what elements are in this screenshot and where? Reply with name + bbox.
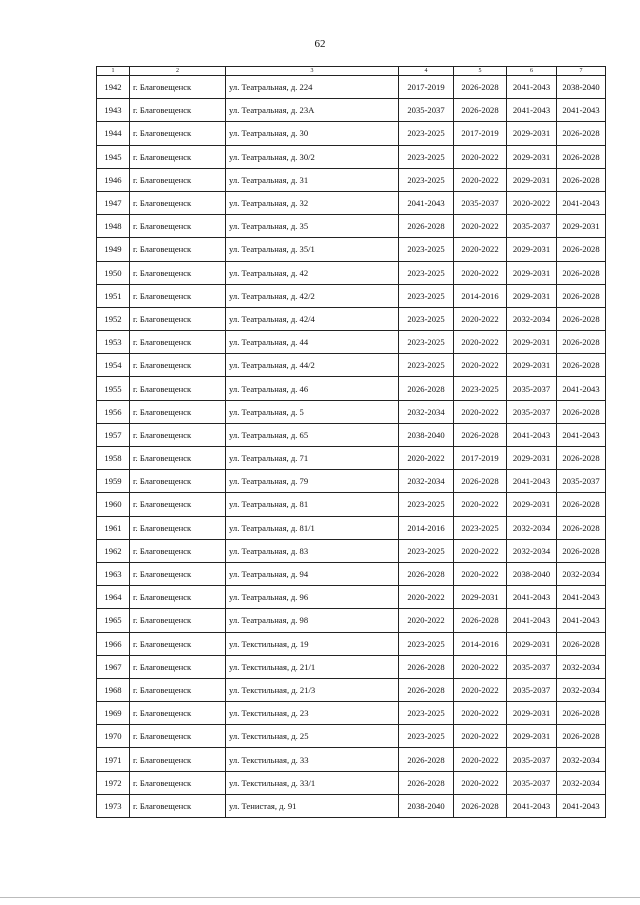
period-4-cell: 2026-2028 (557, 284, 606, 307)
period-1-cell: 2023-2025 (399, 539, 454, 562)
period-2-cell: 2014-2016 (454, 632, 507, 655)
period-3-cell: 2035-2037 (507, 377, 557, 400)
period-1-cell: 2023-2025 (399, 284, 454, 307)
period-3-cell: 2041-2043 (507, 423, 557, 446)
period-4-cell: 2026-2028 (557, 516, 606, 539)
address-cell: ул. Театральная, д. 94 (226, 562, 399, 585)
period-4-cell: 2026-2028 (557, 702, 606, 725)
period-2-cell: 2020-2022 (454, 771, 507, 794)
period-1-cell: 2041-2043 (399, 191, 454, 214)
row-number-cell: 1968 (97, 678, 130, 701)
city-cell: г. Благовещенск (130, 307, 226, 330)
period-3-cell: 2035-2037 (507, 771, 557, 794)
period-4-cell: 2026-2028 (557, 400, 606, 423)
period-2-cell: 2020-2022 (454, 168, 507, 191)
period-4-cell: 2032-2034 (557, 748, 606, 771)
period-2-cell: 2026-2028 (454, 470, 507, 493)
address-cell: ул. Театральная, д. 35 (226, 215, 399, 238)
table-row (97, 423, 606, 446)
period-3-cell: 2029-2031 (507, 331, 557, 354)
period-3-cell: 2035-2037 (507, 655, 557, 678)
row-number-cell: 1958 (97, 447, 130, 470)
address-cell: ул. Текстильная, д. 25 (226, 725, 399, 748)
period-3-cell: 2032-2034 (507, 516, 557, 539)
row-number-cell: 1971 (97, 748, 130, 771)
period-1-cell: 2020-2022 (399, 609, 454, 632)
period-3-cell: 2029-2031 (507, 354, 557, 377)
period-3-cell: 2038-2040 (507, 562, 557, 585)
row-number-cell: 1960 (97, 493, 130, 516)
period-4-cell: 2029-2031 (557, 215, 606, 238)
address-cell: ул. Театральная, д. 32 (226, 191, 399, 214)
city-cell: г. Благовещенск (130, 655, 226, 678)
period-3-cell: 2029-2031 (507, 168, 557, 191)
city-cell: г. Благовещенск (130, 586, 226, 609)
column-header: 1 (97, 67, 130, 76)
period-2-cell: 2020-2022 (454, 702, 507, 725)
address-cell: ул. Театральная, д. 44 (226, 331, 399, 354)
city-cell: г. Благовещенск (130, 215, 226, 238)
period-2-cell: 2035-2037 (454, 191, 507, 214)
period-2-cell: 2026-2028 (454, 794, 507, 817)
period-1-cell: 2023-2025 (399, 354, 454, 377)
city-cell: г. Благовещенск (130, 470, 226, 493)
page-bottom-divider (0, 897, 640, 898)
address-cell: ул. Текстильная, д. 23 (226, 702, 399, 725)
period-4-cell: 2026-2028 (557, 493, 606, 516)
period-3-cell: 2035-2037 (507, 678, 557, 701)
address-cell: ул. Театральная, д. 98 (226, 609, 399, 632)
period-1-cell: 2020-2022 (399, 447, 454, 470)
city-cell: г. Благовещенск (130, 122, 226, 145)
row-number-cell: 1952 (97, 307, 130, 330)
period-2-cell: 2026-2028 (454, 76, 507, 99)
row-number-cell: 1969 (97, 702, 130, 725)
row-number-cell: 1967 (97, 655, 130, 678)
city-cell: г. Благовещенск (130, 516, 226, 539)
address-cell: ул. Текстильная, д. 21/3 (226, 678, 399, 701)
address-cell: ул. Театральная, д. 35/1 (226, 238, 399, 261)
period-4-cell: 2032-2034 (557, 771, 606, 794)
table-row (97, 284, 606, 307)
period-3-cell: 2041-2043 (507, 76, 557, 99)
column-number-header-row (97, 67, 606, 76)
address-cell: ул. Театральная, д. 42/2 (226, 284, 399, 307)
period-3-cell: 2041-2043 (507, 470, 557, 493)
table-row (97, 586, 606, 609)
row-number-cell: 1973 (97, 794, 130, 817)
table-body (97, 76, 606, 818)
row-number-cell: 1956 (97, 400, 130, 423)
period-1-cell: 2023-2025 (399, 168, 454, 191)
address-cell: ул. Театральная, д. 31 (226, 168, 399, 191)
row-number-cell: 1964 (97, 586, 130, 609)
period-4-cell: 2026-2028 (557, 168, 606, 191)
period-3-cell: 2029-2031 (507, 284, 557, 307)
table-row (97, 447, 606, 470)
city-cell: г. Благовещенск (130, 493, 226, 516)
period-3-cell: 2029-2031 (507, 632, 557, 655)
address-cell: ул. Театральная, д. 5 (226, 400, 399, 423)
period-2-cell: 2020-2022 (454, 655, 507, 678)
column-header: 5 (454, 67, 507, 76)
table-row (97, 632, 606, 655)
period-1-cell: 2023-2025 (399, 261, 454, 284)
city-cell: г. Благовещенск (130, 771, 226, 794)
period-2-cell: 2026-2028 (454, 99, 507, 122)
period-4-cell: 2026-2028 (557, 331, 606, 354)
period-1-cell: 2032-2034 (399, 470, 454, 493)
row-number-cell: 1949 (97, 238, 130, 261)
period-4-cell: 2026-2028 (557, 307, 606, 330)
period-1-cell: 2017-2019 (399, 76, 454, 99)
period-1-cell: 2014-2016 (399, 516, 454, 539)
period-1-cell: 2023-2025 (399, 725, 454, 748)
period-4-cell: 2026-2028 (557, 354, 606, 377)
table-row (97, 493, 606, 516)
period-2-cell: 2020-2022 (454, 261, 507, 284)
city-cell: г. Благовещенск (130, 76, 226, 99)
address-cell: ул. Театральная, д. 23А (226, 99, 399, 122)
period-3-cell: 2029-2031 (507, 702, 557, 725)
city-cell: г. Благовещенск (130, 748, 226, 771)
address-cell: ул. Театральная, д. 42 (226, 261, 399, 284)
city-cell: г. Благовещенск (130, 284, 226, 307)
period-1-cell: 2035-2037 (399, 99, 454, 122)
row-number-cell: 1946 (97, 168, 130, 191)
row-number-cell: 1963 (97, 562, 130, 585)
period-2-cell: 2020-2022 (454, 678, 507, 701)
period-4-cell: 2032-2034 (557, 678, 606, 701)
period-4-cell: 2041-2043 (557, 794, 606, 817)
period-4-cell: 2026-2028 (557, 725, 606, 748)
period-4-cell: 2026-2028 (557, 238, 606, 261)
table-row (97, 377, 606, 400)
table-row (97, 678, 606, 701)
period-3-cell: 2032-2034 (507, 307, 557, 330)
housing-repair-schedule-table (96, 66, 606, 818)
period-3-cell: 2041-2043 (507, 794, 557, 817)
period-1-cell: 2038-2040 (399, 423, 454, 446)
row-number-cell: 1955 (97, 377, 130, 400)
city-cell: г. Благовещенск (130, 354, 226, 377)
city-cell: г. Благовещенск (130, 725, 226, 748)
row-number-cell: 1970 (97, 725, 130, 748)
period-1-cell: 2023-2025 (399, 493, 454, 516)
period-4-cell: 2026-2028 (557, 447, 606, 470)
city-cell: г. Благовещенск (130, 99, 226, 122)
period-4-cell: 2026-2028 (557, 261, 606, 284)
row-number-cell: 1947 (97, 191, 130, 214)
row-number-cell: 1959 (97, 470, 130, 493)
period-2-cell: 2017-2019 (454, 122, 507, 145)
period-1-cell: 2023-2025 (399, 331, 454, 354)
row-number-cell: 1945 (97, 145, 130, 168)
table-row (97, 702, 606, 725)
period-1-cell: 2023-2025 (399, 238, 454, 261)
table-row (97, 562, 606, 585)
address-cell: ул. Театральная, д. 65 (226, 423, 399, 446)
period-2-cell: 2020-2022 (454, 307, 507, 330)
period-1-cell: 2023-2025 (399, 145, 454, 168)
row-number-cell: 1944 (97, 122, 130, 145)
period-3-cell: 2029-2031 (507, 447, 557, 470)
table-row (97, 794, 606, 817)
address-cell: ул. Театральная, д. 44/2 (226, 354, 399, 377)
city-cell: г. Благовещенск (130, 702, 226, 725)
table-row (97, 400, 606, 423)
address-cell: ул. Текстильная, д. 19 (226, 632, 399, 655)
period-2-cell: 2023-2025 (454, 377, 507, 400)
city-cell: г. Благовещенск (130, 238, 226, 261)
period-4-cell: 2038-2040 (557, 76, 606, 99)
period-3-cell: 2029-2031 (507, 725, 557, 748)
city-cell: г. Благовещенск (130, 539, 226, 562)
period-4-cell: 2041-2043 (557, 377, 606, 400)
table-row (97, 122, 606, 145)
period-4-cell: 2026-2028 (557, 122, 606, 145)
period-2-cell: 2017-2019 (454, 447, 507, 470)
table-row (97, 539, 606, 562)
row-number-cell: 1961 (97, 516, 130, 539)
address-cell: ул. Текстильная, д. 21/1 (226, 655, 399, 678)
period-1-cell: 2026-2028 (399, 678, 454, 701)
table-row (97, 655, 606, 678)
period-4-cell: 2041-2043 (557, 423, 606, 446)
address-cell: ул. Театральная, д. 224 (226, 76, 399, 99)
period-1-cell: 2026-2028 (399, 748, 454, 771)
period-2-cell: 2020-2022 (454, 748, 507, 771)
table-row (97, 609, 606, 632)
table-row (97, 516, 606, 539)
period-1-cell: 2038-2040 (399, 794, 454, 817)
address-cell: ул. Тенистая, д. 91 (226, 794, 399, 817)
row-number-cell: 1966 (97, 632, 130, 655)
city-cell: г. Благовещенск (130, 678, 226, 701)
column-header: 4 (399, 67, 454, 76)
column-header: 3 (226, 67, 399, 76)
table-row (97, 470, 606, 493)
address-cell: ул. Театральная, д. 42/4 (226, 307, 399, 330)
column-header: 6 (507, 67, 557, 76)
table-row (97, 238, 606, 261)
address-cell: ул. Театральная, д. 30/2 (226, 145, 399, 168)
table-row (97, 261, 606, 284)
table-row (97, 145, 606, 168)
address-cell: ул. Театральная, д. 81/1 (226, 516, 399, 539)
row-number-cell: 1972 (97, 771, 130, 794)
period-2-cell: 2020-2022 (454, 400, 507, 423)
address-cell: ул. Театральная, д. 96 (226, 586, 399, 609)
city-cell: г. Благовещенск (130, 331, 226, 354)
period-1-cell: 2026-2028 (399, 215, 454, 238)
period-2-cell: 2026-2028 (454, 423, 507, 446)
period-3-cell: 2029-2031 (507, 122, 557, 145)
address-cell: ул. Театральная, д. 71 (226, 447, 399, 470)
period-2-cell: 2026-2028 (454, 609, 507, 632)
city-cell: г. Благовещенск (130, 377, 226, 400)
column-header: 7 (557, 67, 606, 76)
period-2-cell: 2020-2022 (454, 145, 507, 168)
period-3-cell: 2035-2037 (507, 748, 557, 771)
row-number-cell: 1954 (97, 354, 130, 377)
period-1-cell: 2023-2025 (399, 632, 454, 655)
period-3-cell: 2029-2031 (507, 238, 557, 261)
period-1-cell: 2032-2034 (399, 400, 454, 423)
table-row (97, 331, 606, 354)
row-number-cell: 1942 (97, 76, 130, 99)
period-4-cell: 2041-2043 (557, 191, 606, 214)
period-1-cell: 2023-2025 (399, 307, 454, 330)
row-number-cell: 1951 (97, 284, 130, 307)
city-cell: г. Благовещенск (130, 794, 226, 817)
period-2-cell: 2020-2022 (454, 493, 507, 516)
city-cell: г. Благовещенск (130, 191, 226, 214)
table-row (97, 191, 606, 214)
period-2-cell: 2020-2022 (454, 331, 507, 354)
row-number-cell: 1962 (97, 539, 130, 562)
row-number-cell: 1965 (97, 609, 130, 632)
period-1-cell: 2026-2028 (399, 562, 454, 585)
period-3-cell: 2029-2031 (507, 261, 557, 284)
period-4-cell: 2041-2043 (557, 609, 606, 632)
address-cell: ул. Театральная, д. 83 (226, 539, 399, 562)
page-number: 62 (314, 38, 326, 50)
period-4-cell: 2041-2043 (557, 99, 606, 122)
period-1-cell: 2023-2025 (399, 122, 454, 145)
column-header: 2 (130, 67, 226, 76)
period-2-cell: 2014-2016 (454, 284, 507, 307)
city-cell: г. Благовещенск (130, 632, 226, 655)
period-3-cell: 2035-2037 (507, 400, 557, 423)
row-number-cell: 1957 (97, 423, 130, 446)
period-3-cell: 2029-2031 (507, 493, 557, 516)
period-1-cell: 2020-2022 (399, 586, 454, 609)
city-cell: г. Благовещенск (130, 145, 226, 168)
city-cell: г. Благовещенск (130, 400, 226, 423)
table-row (97, 76, 606, 99)
period-2-cell: 2020-2022 (454, 562, 507, 585)
address-cell: ул. Театральная, д. 79 (226, 470, 399, 493)
period-2-cell: 2020-2022 (454, 238, 507, 261)
period-4-cell: 2026-2028 (557, 539, 606, 562)
city-cell: г. Благовещенск (130, 447, 226, 470)
address-cell: ул. Театральная, д. 46 (226, 377, 399, 400)
period-3-cell: 2032-2034 (507, 539, 557, 562)
address-cell: ул. Текстильная, д. 33 (226, 748, 399, 771)
period-1-cell: 2026-2028 (399, 655, 454, 678)
address-cell: ул. Театральная, д. 30 (226, 122, 399, 145)
period-4-cell: 2035-2037 (557, 470, 606, 493)
period-4-cell: 2026-2028 (557, 632, 606, 655)
period-2-cell: 2020-2022 (454, 539, 507, 562)
period-4-cell: 2032-2034 (557, 562, 606, 585)
table-row (97, 307, 606, 330)
city-cell: г. Благовещенск (130, 562, 226, 585)
period-2-cell: 2029-2031 (454, 586, 507, 609)
period-3-cell: 2029-2031 (507, 145, 557, 168)
row-number-cell: 1948 (97, 215, 130, 238)
table-row (97, 771, 606, 794)
city-cell: г. Благовещенск (130, 168, 226, 191)
table-row (97, 748, 606, 771)
row-number-cell: 1950 (97, 261, 130, 284)
period-3-cell: 2041-2043 (507, 609, 557, 632)
address-cell: ул. Театральная, д. 81 (226, 493, 399, 516)
city-cell: г. Благовещенск (130, 609, 226, 632)
table-row (97, 168, 606, 191)
row-number-cell: 1953 (97, 331, 130, 354)
table-row (97, 354, 606, 377)
period-4-cell: 2041-2043 (557, 586, 606, 609)
period-1-cell: 2026-2028 (399, 771, 454, 794)
table-row (97, 725, 606, 748)
period-4-cell: 2032-2034 (557, 655, 606, 678)
period-3-cell: 2020-2022 (507, 191, 557, 214)
city-cell: г. Благовещенск (130, 423, 226, 446)
row-number-cell: 1943 (97, 99, 130, 122)
period-3-cell: 2041-2043 (507, 99, 557, 122)
city-cell: г. Благовещенск (130, 261, 226, 284)
period-1-cell: 2026-2028 (399, 377, 454, 400)
period-2-cell: 2020-2022 (454, 354, 507, 377)
period-4-cell: 2026-2028 (557, 145, 606, 168)
table-row (97, 99, 606, 122)
period-3-cell: 2041-2043 (507, 586, 557, 609)
period-2-cell: 2023-2025 (454, 516, 507, 539)
period-2-cell: 2020-2022 (454, 725, 507, 748)
table-row (97, 215, 606, 238)
period-2-cell: 2020-2022 (454, 215, 507, 238)
period-1-cell: 2023-2025 (399, 702, 454, 725)
period-3-cell: 2035-2037 (507, 215, 557, 238)
address-cell: ул. Текстильная, д. 33/1 (226, 771, 399, 794)
